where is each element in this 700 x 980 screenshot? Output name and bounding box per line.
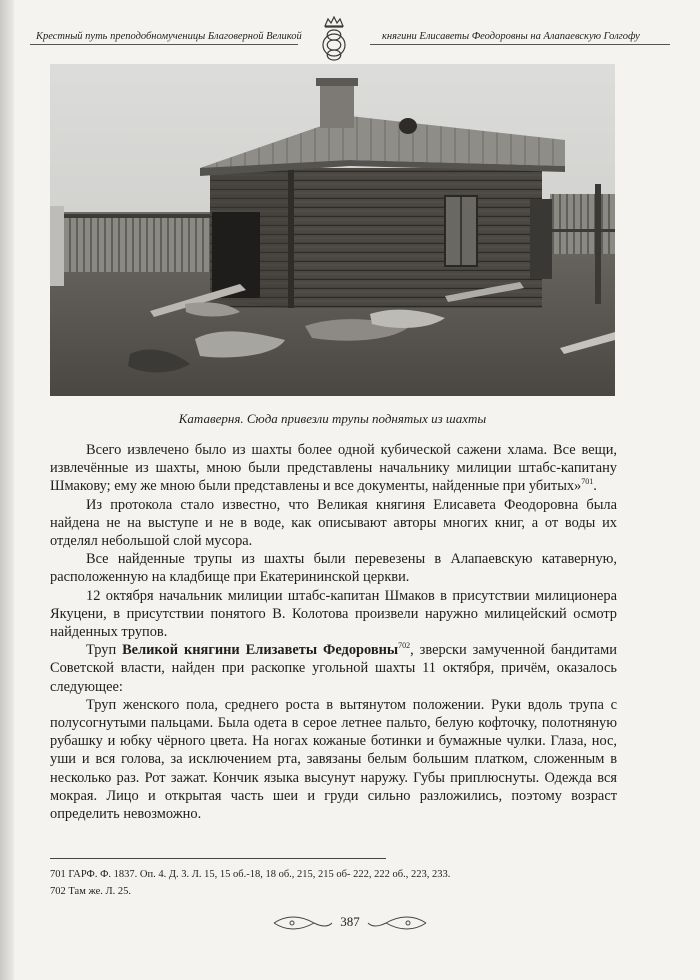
crowned-monogram-icon xyxy=(311,14,357,62)
running-header xyxy=(30,14,670,62)
paragraph-5-lead: Труп xyxy=(86,642,123,659)
running-title-right: княгини Елисаветы Феодоровны на Алапаевскую Голгофу xyxy=(382,31,640,42)
header-rule-left xyxy=(30,44,298,45)
page-number-ornament xyxy=(270,912,430,934)
grand-duchess-name: Великой княгини Елизаветы Федоровны xyxy=(122,642,399,659)
footnote-divider xyxy=(50,858,386,859)
paragraph-4: 12 октября начальник милиции штабс-капитан Шмаков в присутствии милиционера Якуцени, в присутствии понятого В. Колотова произвели наружно милицейский осмотр найденных трупов. xyxy=(50,587,617,641)
page-number: 387 xyxy=(340,914,360,929)
paragraph-1-text: Всего извлечено было из шахты более одной кубической сажени хлама. Все вещи, извлечённые из шахты, мною были представлены начальнику милиции штабс-капитану Шмакову; ему же мною были представлены и все документы, найденные при убитых» xyxy=(50,442,617,495)
running-title-left: Крестный путь преподобномученицы Благоверной Великой xyxy=(36,31,302,42)
footnote-ref-701[interactable]: 701 xyxy=(581,477,594,487)
footnotes xyxy=(50,866,630,900)
body-text xyxy=(50,441,617,823)
page-gutter-shadow xyxy=(0,0,14,980)
paragraph-2: Из протокола стало известно, что Великая княгиня Елисавета Феодоровна была найдена не на выступе и не в воде, как описывают авторы многих книг, а от воды их отделял небольшой слой мусора. xyxy=(50,496,617,550)
paragraph-5 xyxy=(50,641,617,696)
paragraph-1-tail: . xyxy=(593,478,597,495)
paragraph-6: Труп женского пола, среднего роста в вытянутом положении. Руки вдоль трупа с полусогнутыми пальцами. Была одета в серое летнее пальто, белую кофточку, полотняную рубашку и юбку чёрного цвета. На ногах кожаные ботинки и бумажные чулки. Глаза, нос, уши и вся голова, за исключением рта, завязаны белым большим платком, сложенным в несколько раз. Рот зажат. Кончик языка высунут наружу. Губы приплюснуты. Одежда вся мокрая. Лицо и открытая часть шеи и груди сильно разложились, поэтому возраст определить невозможно. xyxy=(50,696,617,823)
paragraph-3: Все найденные трупы из шахты были перевезены в Алапаевскую катаверную, расположенную на кладбище при Екатерининской церкви. xyxy=(50,551,617,586)
footnote-701: 701 ГАРФ. Ф. 1837. Оп. 4. Д. 3. Л. 15, 15 об.-18, 18 об., 215, 215 об- 222, 222 об., 223, 233. xyxy=(50,869,451,880)
footnote-702: 702 Там же. Л. 25. xyxy=(50,886,131,897)
footnote-ref-702[interactable]: 702 xyxy=(398,641,411,651)
photo-caption: Катаверня. Сюда привезли трупы поднятых из шахты xyxy=(178,411,487,426)
paragraph-5-text: , зверски замученной бандитами Советской власти, найден при раскопке угольной шахты 11 октября, причём, оказалось следующее: xyxy=(50,642,617,695)
paragraph-1 xyxy=(50,441,617,496)
header-rule-right xyxy=(370,44,670,45)
photo-log-house xyxy=(50,64,615,396)
